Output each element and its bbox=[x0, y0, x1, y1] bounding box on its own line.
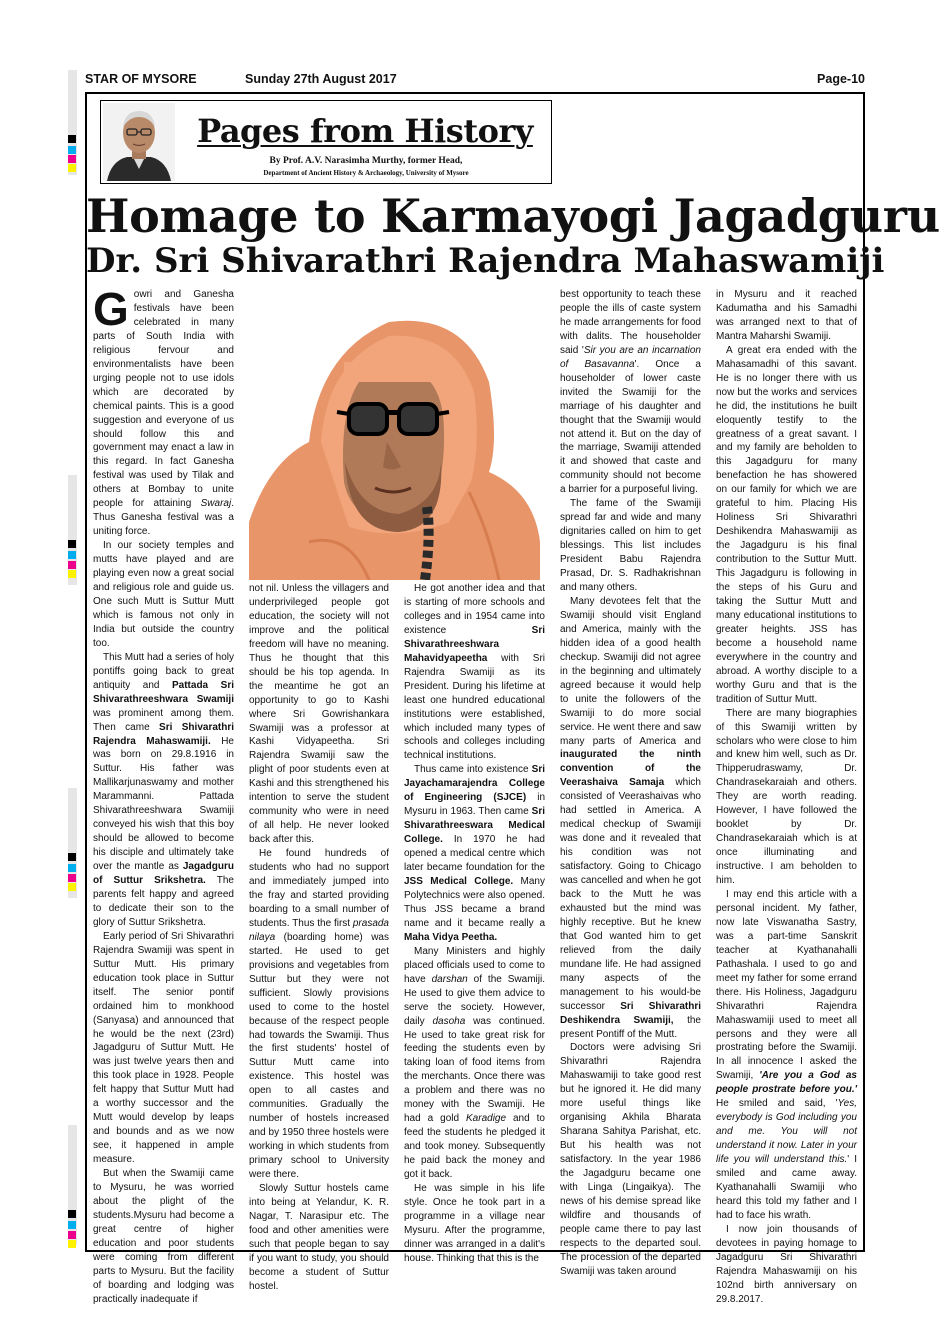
paragraph: The fame of the Swamiji spread far and wide and many dignitaries called on him to get blessings. This list includes President Babu Rajendra Prasad, Dr. S. Radhakrishnan and many others. bbox=[560, 498, 701, 594]
column-title: Pages from History bbox=[197, 112, 533, 150]
page-number: Page-10 bbox=[817, 72, 865, 86]
paragraph: He was simple in his life style. Once he took part in a programme in a village near Mysuru. After the programme, dinner was arranged in a dalit's house. Thinking that this is the bbox=[404, 1182, 545, 1264]
article-column-2 bbox=[249, 582, 389, 1294]
paragraph: Doctors were advising Sri Shivarathri Rajendra Mahaswamiji to take good rest but he ignored it. He did many more useful things like organising Akhila Bharata Sharana Sahitya Parishat, etc. But his health was not satisfactory. In the year 1986 the Jagadguru became one with Linga (Lingaikya). The news of his demise spread like wildfire and thousands of people came there to pay last respects to the departed soul. The procession of the departed Swamiji was taken around bbox=[560, 1042, 701, 1277]
paragraph: He found hundreds of students who had no support and immediately jumped into the fray and started providing boarding to a small number of students. Thus the first prasada nilaya (boarding home) was started. He used to get provisions and vegetables from Suttur but they were not sufficient. Slowly provisions used to come to the hostel because of the respect people had towards the Swamiji. Thus the first students' hostel of Suttur Mutt came into existence. This hostel was open to all castes and communities. Gradually the number of hostels increased and by 1950 three hostels were working in which students from primary school to University were there. bbox=[249, 848, 389, 1181]
paragraph: He got another idea and that is starting of more schools and colleges and in 1954 came into existence Sri Shivarathreeshwara Mahavidyapeetha with Sri Rajendra Swamiji as its President. During his lifetime at least one hundred educational institutions were established, which included many types of schools and colleges including technical institutions. bbox=[404, 583, 545, 762]
paper-name: STAR OF MYSORE bbox=[85, 72, 197, 86]
paragraph: Thus came into existence Sri Jayachamarajendra College of Engineering (SJCE) in Mysuru in 1963. Then came Sri Shivarathreeswara Medical College. In 1970 he had opened a medical centre which later became foundation for the JSS Medical College. Many Polytechnics were also opened. Thus JSS became a brand name and it became really a Maha Vidya Peetha. bbox=[404, 764, 546, 943]
paragraph: I may end this article with a personal incident. My father, now late Viswanatha Sastry, was a part-time Sanskrit teacher at Kyathanahalli Pathashala. I used to go and meet my father for some errand there. His Holiness, Jagadguru Shivarathri Rajendra Mahaswamiji used to meet all persons and they were all prostrating before the Swamiji. In all innocence I asked the Swamiji, 'Are you a God as people prostrate before you.' He smiled and said, 'Yes, everybody is God including you and me. You will not understand it now. Later in your life you will understand this.' I smiled and came away. Kyathanahalli Swamiji who heard this told my father and I had to face his wrath. bbox=[716, 888, 857, 1221]
paragraph: A great era ended with the Mahasamadhi of this savant. He is no longer there with us now but the works and services he did, the institutions he built eloquently testify to the greatness of a great savant. I and my family are beholden to this Jagadguru for many benefaction he has showered on our family for which we are grateful to him. Placing His Holiness Sri Shivarathri Deshikendra Mahaswamiji as the Jagadguru is his final contribution to the Suttur Mutt. This Jagadguru is following in the steps of his Guru and taking the Suttur Mutt and many educational institutions to greater heights. JSS has become a household name everywhere in the country and abroad. A worthy disciple to a worthy Guru and that is the tradition of Suttur Mutt. bbox=[716, 344, 857, 705]
paragraph: In our society temples and mutts have played and are playing even now a great social and religious role and guide us. One such Mutt is Suttur Mutt which is famous not only in India but outside the country too. bbox=[93, 540, 234, 649]
author-portrait bbox=[103, 103, 175, 181]
author-byline: By Prof. A.V. Narasimha Murthy, former Head, bbox=[269, 156, 463, 166]
paragraph: Early period of Sri Shivarathri Rajendra Swamiji was spent in Suttur Mutt. His primary education took place in Suttur itself. The senior pontif ordained him to monkhood (Sanyasa) and announced that he would be the next (23rd) Jagadguru of Suttur Mutt. He was just twelve years then and this took place in 1928. People felt happy that Suttur Mutt had a worthy successor and the Mutt would develop by leaps and bounds and as we now see, it happened in ample measure. bbox=[93, 930, 234, 1166]
paragraph: best opportunity to teach these people the ills of caste system he made arrangements for food with dalits. The householder said 'Sir you are an incarnation of Basavanna'. Once a householder of lower caste invited the Swamiji for the marriage of his daughter and thought that the Swamiji would not attend it. But on the day of the marriage, Swamiji attended it and showed that caste and community should not become a barrier for a purposeful living. bbox=[560, 289, 701, 496]
drop-cap: G bbox=[93, 283, 129, 335]
paragraph: Many Ministers and highly placed officials used to come to have darshan of the Swamiji. He used to give them advice to serve the society. However, daily dasoha was continued. He used to take great risk for feeding the students even by taking loan of food items from the merchants. Once there was a problem and there was no money with the Swamiji. He had a gold Karadige and to feed the students he pledged it and took money. Subsequently he paid back the money and got it back. bbox=[404, 945, 545, 1181]
author-department: Department of Ancient History & Archaeology, University of Mysore bbox=[263, 169, 469, 177]
paragraph: There are many biographies of this Swamiji written by scholars who were close to him and knew him well, such as Dr. Thipperudraswamy, Dr. Chandrasekaraiah and others. They are worth reading. However, I have followed the booklet by Dr. Chandrasekaraiah which is at once illuminating and instructive. I am beholden to him. bbox=[716, 707, 857, 887]
paragraph: Gowri and Ganesha festivals have been celebrated in many parts of South India with religious fervour and environmentalists have been urging people not to use idols which are decorated by chemical paints. This is a good suggestion and everyone of us should follow this and government may enact a law in this regard. In fact Ganesha festival was used by Tilak and others at Bombay to unite people for attaining Swaraj. Thus Ganesha festival was a uniting force. bbox=[93, 283, 234, 538]
article-column-4 bbox=[560, 288, 701, 1279]
paragraph: But when the Swamiji came to Mysuru, he was worried about the plight of the students.Mysuru had become a great centre of higher education and poor students were coming from different parts to Mysuru. But the facility of boarding and lodging was practically inadequate if bbox=[93, 1168, 234, 1305]
swamiji-photo bbox=[249, 292, 540, 580]
article-column-1 bbox=[93, 283, 234, 1307]
article-column-3 bbox=[404, 582, 545, 1266]
issue-date: Sunday 27th August 2017 bbox=[245, 72, 397, 86]
paragraph: not nil. Unless the villagers and underprivileged people got education, the society will not improve and the political freedom will have no meaning. Thus he thought that this should be his top agenda. In the meantime he got an opportunity to go to Kashi where Sri Gowrishankara Swamiji was a professor at Kashi Vidyapeetha. Sri Rajendra Swamiji saw the plight of poor students even at Kashi and this strengthened his intention to serve the student community who were in need of all help. He never looked back after this. bbox=[249, 583, 389, 846]
paragraph: in Mysuru and it reached Kadumatha and his Samadhi was arranged next to that of Mantra Maharshi Swamiji. bbox=[716, 289, 857, 342]
headline-sub: Dr. Sri Shivarathri Rajendra Mahaswamiji bbox=[86, 241, 885, 281]
page-header bbox=[85, 72, 865, 88]
article-column-5 bbox=[716, 288, 857, 1307]
paragraph: Many devotees felt that the Swamiji should visit England and America, mainly with the hidden idea of a good health checkup. Swamiji did not agree in the beginning and ultimately agreed because it would help to unite the followers of the Swamiji to do more social service. He went there and saw many parts of America and inaugurated the ninth convention of the Veerashaiva Samaja which consisted of Veerashaivas who had settled in America. A medical checkup of Swamiji was done and it revealed that his condition was not satisfactory. Going to Chicago was cancelled and when he got back to the Mutt he was exhausted but the mind was highly receptive. But he knew that God wanted him to get relieved from the daily mundane life. He had assigned many aspects of the management to his would-be successor Sri Shivarathri Deshikendra Swamiji, the present Pontiff of the Mutt. bbox=[560, 595, 701, 1040]
paragraph: This Mutt had a series of holy pontiffs going back to great antiquity and Pattada Sri Shivarathreeshwara Swamiji was prominent among them. Then came Sri Shivarathri Rajendra Mahaswamiji. He was born on 29.8.1916 in Suttur. His father was Mallikarjunaswamy and mother Marammanni. Pattada Shivarathreeshwara Swamiji conveyed his wish that this boy should be allowed to become his disciple and ultimately take over the mantle as Jagadguru of Suttur Srikshetra. The parents felt happy and agreed to dedicate their son to the glory of Suttur Srikshetra. bbox=[93, 651, 234, 928]
headline-main: Homage to Karmayogi Jagadguru bbox=[86, 189, 940, 243]
paragraph: Slowly Suttur hostels came into being at Yelandur, K. R. Nagar, T. Narasipur etc. The food and other amenities were such that people began to say if you want to study, you should become a student of Suttur hostel. bbox=[249, 1182, 389, 1292]
paragraph: I now join thousands of devotees in paying homage to Jagadguru Sri Shivarathri Rajendra Mahaswamiji on his 102nd birth anniversary on 29.8.2017. bbox=[716, 1223, 857, 1305]
